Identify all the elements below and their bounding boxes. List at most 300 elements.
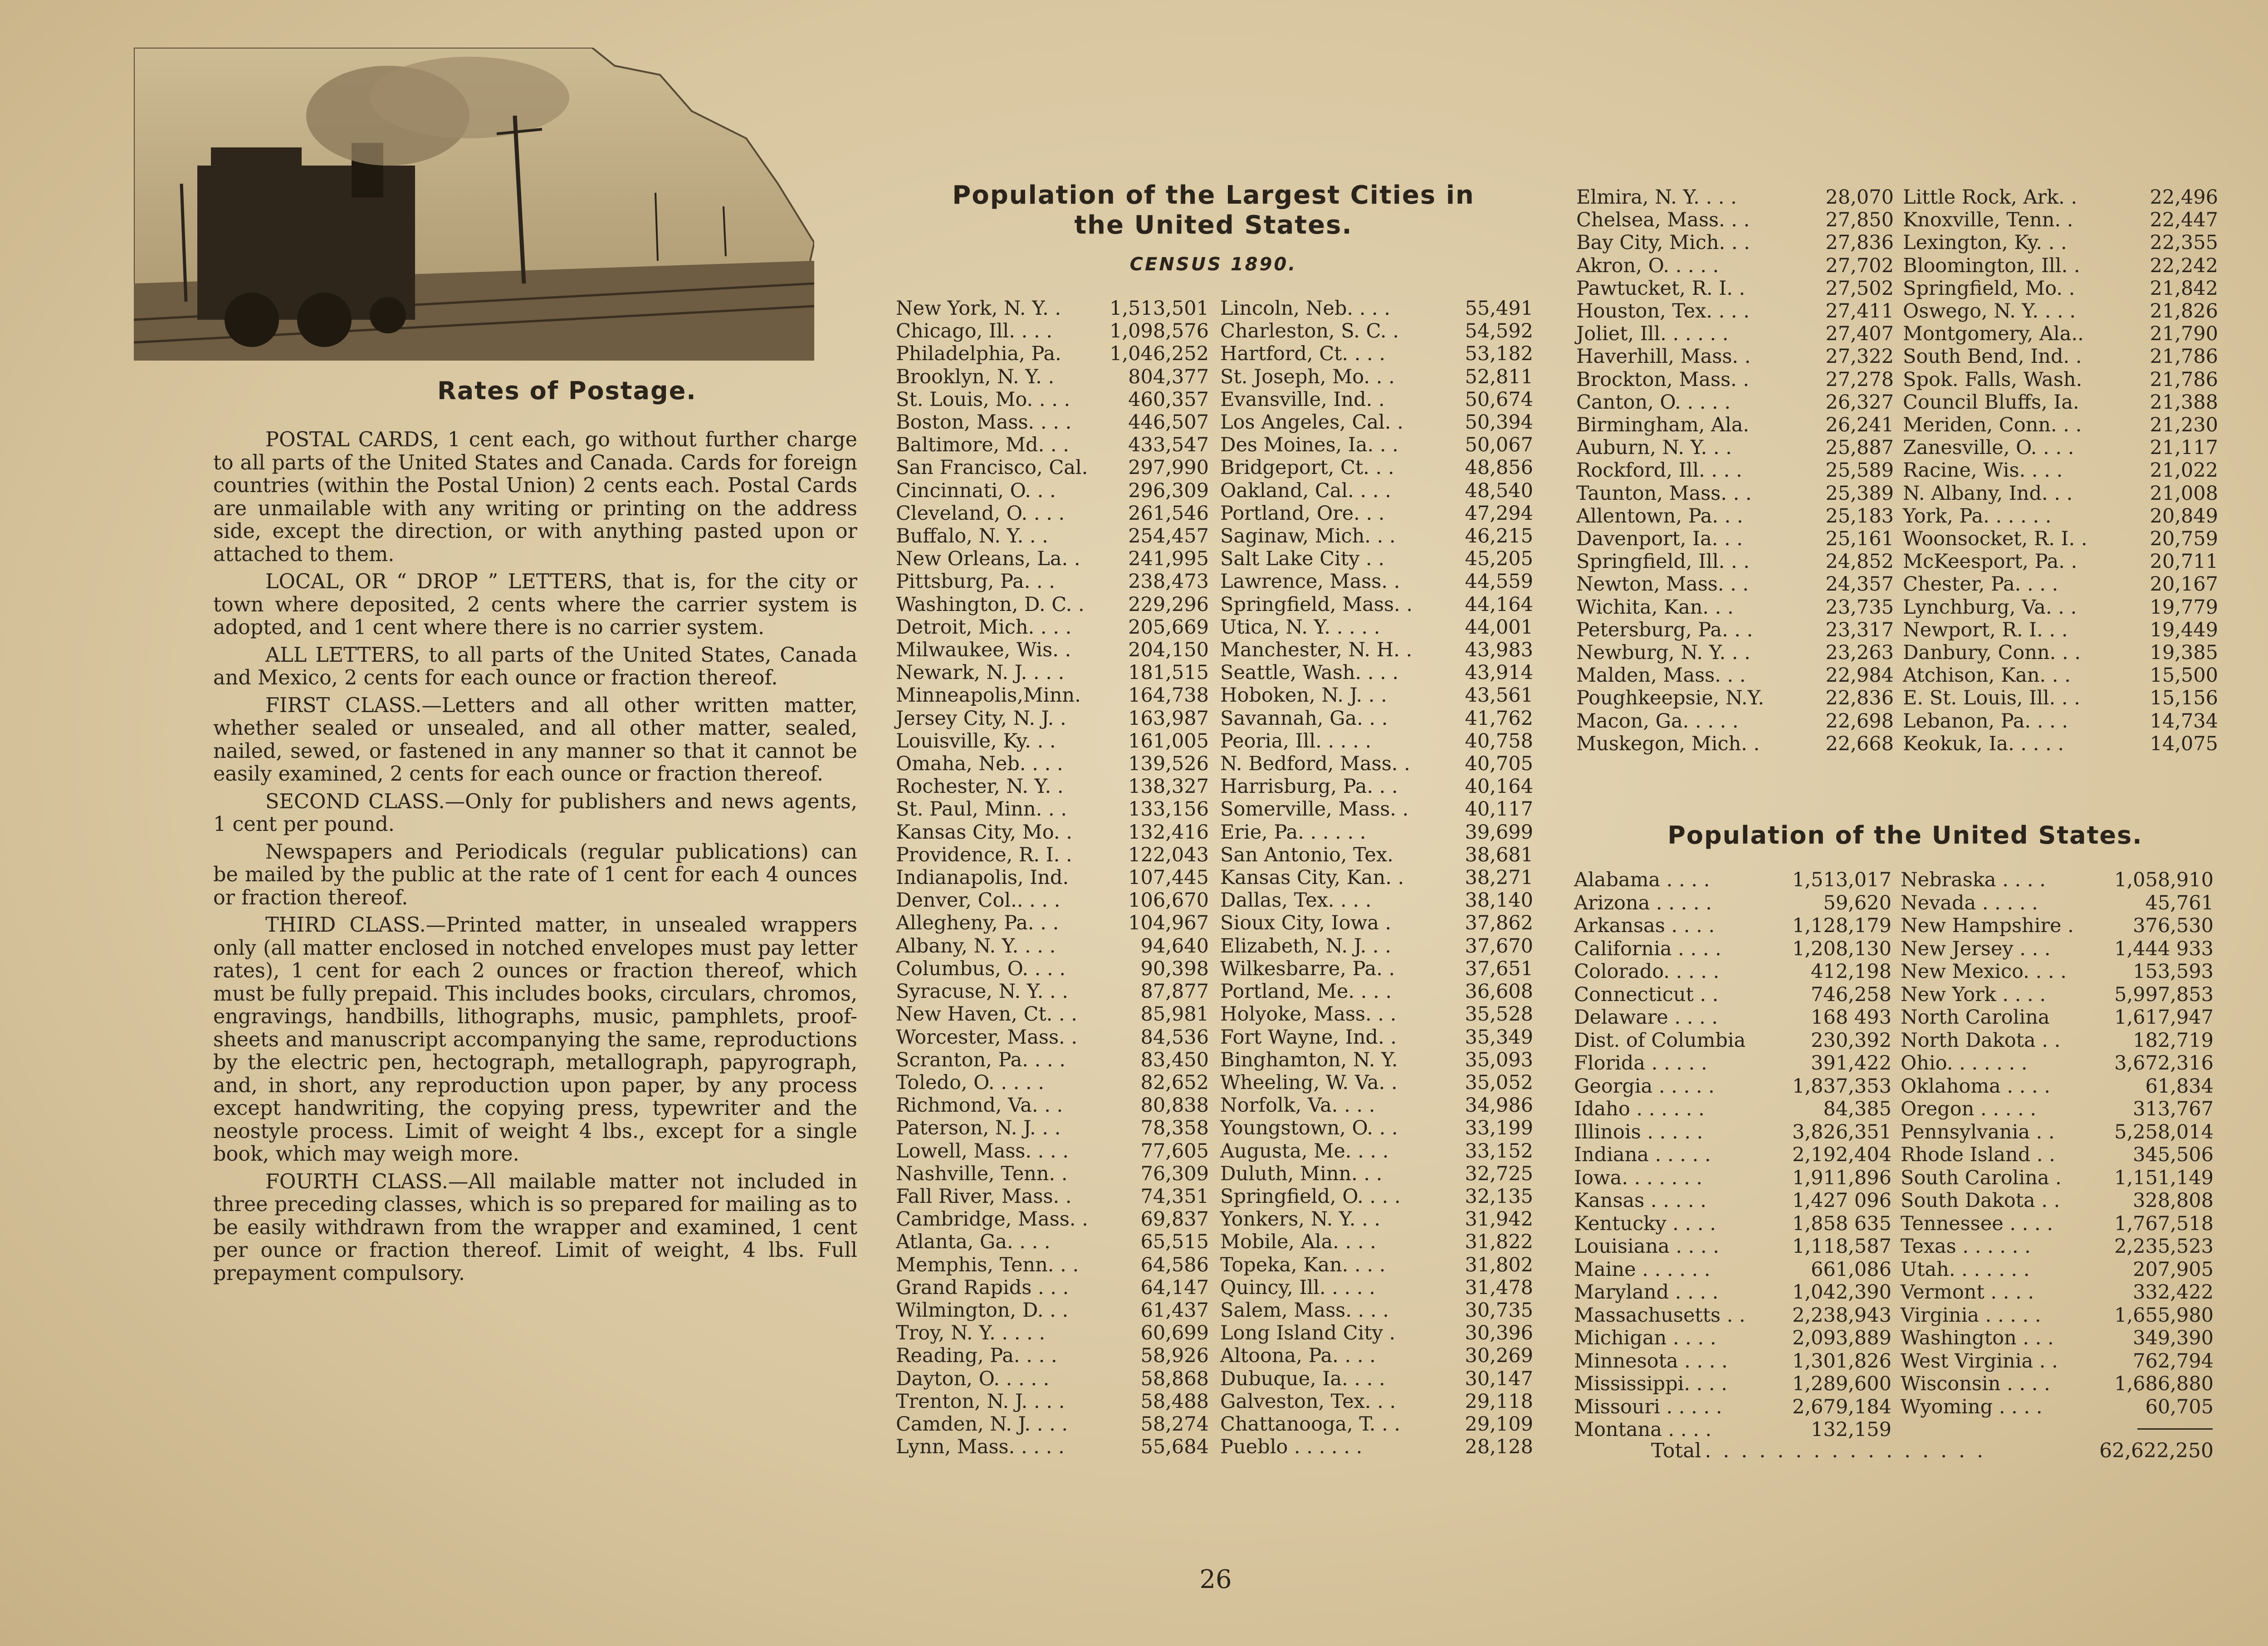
- row-name: Racine, Wis. . . .: [1903, 459, 2063, 482]
- table-row: [896, 1094, 1209, 1117]
- table-row: [1903, 209, 2218, 231]
- row-name: Paterson, N. J. . .: [896, 1117, 1061, 1140]
- table-row: [1220, 1436, 1533, 1458]
- row-name: Nebraska . . . .: [1901, 869, 2046, 891]
- table-row: [1220, 775, 1533, 798]
- row-name: Virginia . . . . .: [1901, 1304, 2041, 1327]
- row-population: 32,135: [1465, 1185, 1533, 1208]
- table-row: [1220, 1368, 1533, 1390]
- row-population: 48,856: [1465, 456, 1533, 479]
- total-value: 62,622,250: [2099, 1439, 2214, 1462]
- row-population: 313,767: [2133, 1098, 2214, 1120]
- row-population: 31,822: [1465, 1231, 1533, 1254]
- row-population: 1,046,252: [1110, 342, 1209, 366]
- row-population: 31,478: [1465, 1276, 1533, 1299]
- row-population: 297,990: [1128, 456, 1209, 479]
- row-name: Texas . . . . . .: [1901, 1235, 2031, 1258]
- row-name: Wisconsin . . . .: [1901, 1372, 2050, 1395]
- table-row: [1576, 482, 1894, 505]
- row-name: St. Paul, Minn. . .: [896, 798, 1067, 821]
- table-row: [1220, 935, 1533, 957]
- census-label: CENSUS 1890.: [1129, 254, 1297, 275]
- table-row: [1220, 1094, 1533, 1117]
- row-name: Florida . . . . .: [1574, 1052, 1707, 1075]
- table-row: [1903, 459, 2218, 482]
- table-row: [896, 1208, 1209, 1231]
- cities-title: [885, 181, 1542, 240]
- row-population: 27,502: [1825, 277, 1894, 300]
- table-row: [896, 593, 1209, 616]
- row-population: 43,561: [1465, 684, 1533, 707]
- table-row: [1901, 1304, 2214, 1327]
- row-population: 1,686,880: [2114, 1372, 2214, 1395]
- table-row: [1903, 733, 2218, 755]
- row-population: 40,117: [1465, 798, 1533, 821]
- row-name: Bridgeport, Ct. . .: [1220, 456, 1394, 479]
- row-population: 22,698: [1825, 709, 1894, 733]
- row-name: New Hampshire .: [1901, 914, 2074, 937]
- row-name: Minnesota . . . .: [1574, 1349, 1728, 1372]
- row-name: New Orleans, La. .: [896, 547, 1080, 571]
- table-row: [1220, 957, 1533, 980]
- row-population: 2,093,889: [1792, 1327, 1892, 1349]
- row-population: 78,358: [1140, 1117, 1209, 1140]
- row-name: Worcester, Mass. .: [896, 1026, 1078, 1049]
- row-population: 80,838: [1140, 1094, 1209, 1117]
- row-population: 164,738: [1128, 684, 1209, 707]
- row-name: Grand Rapids . . .: [896, 1276, 1069, 1299]
- cities-title-line: the United States.: [1074, 210, 1353, 240]
- table-row: [1220, 1071, 1533, 1094]
- row-population: 21,786: [2150, 368, 2218, 391]
- row-population: 1,289,600: [1792, 1372, 1892, 1395]
- table-row: [1574, 1372, 1892, 1396]
- row-population: 345,506: [2133, 1143, 2214, 1166]
- table-row: [1576, 733, 1894, 755]
- table-row: [896, 502, 1209, 525]
- row-name: South Bend, Ind. .: [1903, 345, 2082, 368]
- row-name: Chicago, Ill. . . .: [896, 320, 1052, 343]
- row-population: 1,911,896: [1792, 1166, 1892, 1189]
- row-population: 20,711: [2150, 550, 2218, 573]
- cities-column-2: [1220, 297, 1533, 1458]
- row-name: Springfield, Ill. . .: [1576, 550, 1750, 573]
- total-leader: . . . . . . . . . . . . . . . .: [1705, 1439, 1986, 1462]
- row-name: Connecticut . .: [1574, 983, 1719, 1006]
- table-row: [896, 912, 1209, 934]
- row-population: 52,811: [1465, 365, 1533, 388]
- row-population: 27,702: [1825, 254, 1894, 277]
- row-name: Lexington, Ky. . .: [1903, 231, 2067, 254]
- row-population: 204,150: [1128, 639, 1209, 662]
- table-row: [1576, 505, 1894, 528]
- row-name: Altoona, Pa. . . .: [1220, 1344, 1376, 1368]
- row-population: 376,530: [2133, 914, 2214, 937]
- table-row: [896, 1368, 1209, 1390]
- row-population: 37,862: [1465, 912, 1533, 935]
- row-name: Lincoln, Neb. . . .: [1220, 297, 1391, 320]
- row-name: Cambridge, Mass. .: [896, 1208, 1088, 1231]
- row-name: N. Bedford, Mass. .: [1220, 752, 1410, 776]
- table-row: [896, 366, 1209, 388]
- table-row: [1220, 752, 1533, 775]
- row-population: 32,725: [1465, 1162, 1533, 1185]
- row-population: 28,128: [1465, 1436, 1533, 1459]
- row-name: Council Bluffs, Ia.: [1903, 391, 2079, 414]
- row-name: Rockford, Ill. . . .: [1576, 459, 1742, 482]
- row-population: 90,398: [1140, 957, 1209, 980]
- total-rule: [2137, 1428, 2213, 1430]
- row-name: Minneapolis,Minn.: [896, 684, 1081, 707]
- row-name: Tennessee . . . .: [1901, 1212, 2053, 1235]
- row-name: Muskegon, Mich. .: [1576, 732, 1760, 755]
- train-engraving-icon: [134, 48, 814, 361]
- row-name: Auburn, N. Y. . .: [1576, 436, 1732, 459]
- row-name: Harrisburg, Pa. . .: [1220, 775, 1398, 798]
- row-population: 3,826,351: [1792, 1120, 1892, 1143]
- table-row: [1901, 983, 2214, 1006]
- row-name: Quincy, Ill. . . . .: [1220, 1276, 1375, 1299]
- states-column-2: [1901, 869, 2214, 1418]
- row-population: 82,652: [1140, 1071, 1209, 1094]
- table-row: [896, 297, 1209, 320]
- row-name: E. St. Louis, Ill. . .: [1903, 687, 2080, 710]
- row-name: Birmingham, Ala.: [1576, 414, 1750, 437]
- row-name: Iowa. . . . . . .: [1574, 1166, 1703, 1189]
- table-row: [1576, 231, 1894, 254]
- row-population: 332,422: [2133, 1281, 2214, 1304]
- row-name: Binghamton, N. Y.: [1220, 1048, 1398, 1071]
- table-row: [896, 980, 1209, 1003]
- row-name: Pawtucket, R. I. .: [1576, 277, 1745, 300]
- table-row: [1220, 707, 1533, 730]
- table-row: [1220, 1140, 1533, 1162]
- row-name: Nashville, Tenn. .: [896, 1162, 1068, 1185]
- postage-paragraph: Newspapers and Periodicals (regular publications) can be mailed by the public at the rate of 1 cent for each 4 ounces or fraction thereof.: [213, 840, 857, 909]
- row-population: 34,986: [1465, 1094, 1533, 1117]
- table-row: [896, 1026, 1209, 1049]
- table-row: [1576, 596, 1894, 619]
- row-population: 20,167: [2150, 573, 2218, 596]
- row-name: Youngstown, O. . .: [1220, 1117, 1398, 1140]
- table-row: [1220, 1117, 1533, 1139]
- row-name: Mobile, Ala. . . .: [1220, 1231, 1376, 1254]
- row-name: Allentown, Pa. . .: [1576, 504, 1743, 528]
- table-row: [896, 775, 1209, 798]
- table-row: [896, 388, 1209, 411]
- row-name: Evansville, Ind. .: [1220, 388, 1385, 411]
- table-row: [1576, 254, 1894, 277]
- row-population: 69,837: [1140, 1208, 1209, 1231]
- postage-paragraph: SECOND CLASS.—Only for publishers and news agents, 1 cent per pound.: [213, 790, 857, 836]
- row-name: Elmira, N. Y. . . .: [1576, 186, 1737, 209]
- table-row: [1574, 1167, 1892, 1190]
- row-name: Memphis, Tenn. . .: [896, 1253, 1079, 1276]
- row-name: Woonsocket, R. I. .: [1903, 528, 2087, 551]
- row-population: 1,208,130: [1792, 937, 1892, 960]
- row-name: Salem, Mass. . . .: [1220, 1299, 1389, 1322]
- table-row: [1220, 1299, 1533, 1322]
- table-row: [1903, 528, 2218, 550]
- row-name: Augusta, Me. . . .: [1220, 1139, 1389, 1162]
- row-name: Springfield, Mass. .: [1220, 593, 1413, 616]
- row-name: Bay City, Mich. . .: [1576, 231, 1750, 254]
- table-row: [1903, 277, 2218, 300]
- row-name: Salt Lake City . .: [1220, 547, 1385, 571]
- row-name: Lynn, Mass. . . . .: [896, 1436, 1065, 1459]
- row-name: Columbus, O. . . .: [896, 957, 1066, 980]
- row-name: Kentucky . . . .: [1574, 1212, 1716, 1235]
- table-row: [1220, 434, 1533, 456]
- row-name: Michigan . . . .: [1574, 1327, 1716, 1349]
- row-population: 1,058,910: [2114, 869, 2214, 891]
- row-name: Dist. of Columbia: [1574, 1029, 1746, 1052]
- row-population: 1,118,587: [1792, 1235, 1892, 1258]
- row-name: Portland, Ore. . .: [1220, 502, 1385, 525]
- row-population: 1,655,980: [2114, 1304, 2214, 1327]
- table-row: [1901, 1258, 2214, 1281]
- table-row: [1220, 639, 1533, 661]
- row-name: Omaha, Neb. . . .: [896, 752, 1063, 776]
- row-name: Washington . . .: [1901, 1327, 2054, 1349]
- row-population: 181,515: [1128, 661, 1209, 684]
- row-population: 122,043: [1128, 843, 1209, 866]
- row-name: Maryland . . . .: [1574, 1281, 1719, 1304]
- table-row: [1574, 1029, 1892, 1052]
- row-population: 15,156: [2150, 687, 2218, 710]
- table-row: [1574, 1281, 1892, 1304]
- table-row: [896, 957, 1209, 980]
- table-row: [1220, 342, 1533, 365]
- table-row: [1574, 1350, 1892, 1373]
- row-population: 35,052: [1465, 1071, 1533, 1094]
- row-name: Cleveland, O. . . .: [896, 502, 1065, 525]
- row-name: Newark, N. J. . . .: [896, 661, 1065, 684]
- row-population: 163,987: [1128, 707, 1209, 730]
- row-name: York, Pa. . . . . .: [1903, 504, 2052, 528]
- table-row: [1901, 1029, 2214, 1052]
- table-row: [1903, 414, 2218, 436]
- row-population: 35,093: [1465, 1048, 1533, 1071]
- table-row: [1220, 1231, 1533, 1253]
- table-row: [1576, 368, 1894, 391]
- table-row: [896, 1162, 1209, 1185]
- row-name: Wheeling, W. Va. .: [1220, 1071, 1398, 1094]
- row-population: 20,849: [2150, 504, 2218, 528]
- table-row: [1220, 616, 1533, 639]
- cities-column-3: [1576, 186, 1894, 755]
- table-row: [1903, 573, 2218, 596]
- row-population: 58,926: [1140, 1344, 1209, 1368]
- row-name: Keokuk, Ia. . . . .: [1903, 732, 2064, 755]
- row-population: 30,735: [1465, 1299, 1533, 1322]
- row-name: Meriden, Conn. . .: [1903, 414, 2082, 437]
- row-name: Macon, Ga. . . . .: [1576, 709, 1739, 733]
- table-row: [1901, 1006, 2214, 1029]
- row-name: Davenport, Ia. . .: [1576, 528, 1743, 551]
- row-population: 26,327: [1825, 391, 1894, 414]
- table-row: [1903, 254, 2218, 277]
- row-name: Rhode Island . .: [1901, 1143, 2055, 1166]
- table-row: [896, 730, 1209, 752]
- postage-paragraph: LOCAL, OR “ DROP ” LETTERS, that is, for the city or town where deposited, 2 cents where the carrier system is adopted, and 1 cent where there is no carrier system.: [213, 570, 857, 639]
- row-name: Kansas City, Mo. .: [896, 821, 1072, 844]
- row-name: Knoxville, Tenn. .: [1903, 209, 2073, 232]
- row-population: 55,491: [1465, 297, 1533, 320]
- row-name: Yonkers, N. Y. . .: [1220, 1208, 1381, 1231]
- row-name: Illinois . . . . .: [1574, 1120, 1703, 1143]
- row-name: Newport, R. I. . .: [1903, 618, 2068, 641]
- row-population: 27,411: [1825, 300, 1894, 323]
- row-population: 1,042,390: [1792, 1281, 1892, 1304]
- table-row: [1220, 366, 1533, 388]
- row-population: 3,672,316: [2114, 1052, 2214, 1075]
- row-name: South Carolina .: [1901, 1166, 2062, 1189]
- row-name: Taunton, Mass. . .: [1576, 482, 1752, 505]
- row-name: Spok. Falls, Wash.: [1903, 368, 2082, 391]
- row-population: 38,271: [1465, 866, 1533, 889]
- row-population: 53,182: [1465, 342, 1533, 366]
- row-population: 45,205: [1465, 547, 1533, 571]
- row-name: Kansas . . . . .: [1574, 1189, 1706, 1212]
- row-population: 296,309: [1128, 479, 1209, 502]
- row-population: 31,942: [1465, 1208, 1533, 1231]
- table-row: [1576, 345, 1894, 368]
- row-population: 31,802: [1465, 1253, 1533, 1276]
- row-name: Utica, N. Y. . . . .: [1220, 615, 1380, 639]
- row-population: 229,296: [1128, 593, 1209, 616]
- row-population: 87,877: [1140, 980, 1209, 1003]
- table-row: [1901, 1235, 2214, 1258]
- table-row: [1901, 1167, 2214, 1190]
- total-label: Total: [1651, 1439, 1701, 1462]
- table-row: [896, 525, 1209, 547]
- table-row: [1901, 1075, 2214, 1098]
- row-name: McKeesport, Pa. .: [1903, 550, 2077, 573]
- row-name: Wichita, Kan. . .: [1576, 596, 1734, 619]
- row-population: 19,779: [2150, 596, 2218, 619]
- table-row: [1576, 528, 1894, 550]
- row-name: St. Louis, Mo. . . .: [896, 388, 1070, 411]
- row-name: Topeka, Kan. . . .: [1220, 1253, 1386, 1276]
- row-name: Ohio. . . . . . .: [1901, 1052, 2028, 1075]
- row-population: 40,705: [1465, 752, 1533, 776]
- table-row: [1574, 1189, 1892, 1212]
- table-row: [1220, 479, 1533, 502]
- table-row: [1903, 436, 2218, 459]
- row-name: Allegheny, Pa. . .: [896, 912, 1059, 935]
- row-name: New York, N. Y. .: [896, 297, 1061, 320]
- row-name: North Dakota . .: [1901, 1029, 2061, 1052]
- row-population: 349,390: [2133, 1327, 2214, 1349]
- row-population: 804,377: [1128, 365, 1209, 388]
- row-name: South Dakota . .: [1901, 1189, 2060, 1212]
- row-population: 107,445: [1128, 866, 1209, 889]
- row-population: 21,117: [2150, 436, 2218, 459]
- row-name: Troy, N. Y. . . . .: [896, 1322, 1046, 1345]
- row-population: 43,983: [1465, 639, 1533, 662]
- table-row: [1576, 277, 1894, 300]
- row-name: Fort Wayne, Ind. .: [1220, 1026, 1397, 1049]
- table-row: [1574, 1212, 1892, 1236]
- row-name: Elizabeth, N. J. . .: [1220, 934, 1391, 957]
- row-population: 38,140: [1465, 889, 1533, 912]
- table-row: [1220, 525, 1533, 547]
- row-name: Chester, Pa. . . .: [1903, 573, 2058, 596]
- table-row: [1574, 1006, 1892, 1029]
- table-row: [1903, 664, 2218, 687]
- row-name: Nevada . . . . .: [1901, 891, 2038, 914]
- row-population: 19,449: [2150, 618, 2218, 641]
- row-population: 33,152: [1465, 1139, 1533, 1162]
- table-row: [1220, 388, 1533, 411]
- row-name: Wilkesbarre, Pa. .: [1220, 957, 1395, 980]
- row-name: Oswego, N. Y. . . .: [1903, 300, 2076, 323]
- row-name: Massachusetts . .: [1574, 1304, 1745, 1327]
- row-name: Canton, O. . . . .: [1576, 391, 1731, 414]
- row-population: 39,699: [1465, 821, 1533, 844]
- row-population: 38,681: [1465, 843, 1533, 866]
- table-row: [896, 1185, 1209, 1208]
- row-name: Boston, Mass. . . .: [896, 411, 1072, 434]
- postage-paragraph: THIRD CLASS.—Printed matter, in unsealed wrappers only (all matter enclosed in notched envelopes must pay letter rates), 1 cent for each 2 ounces or fraction thereof, which must be fully prepaid. This includes books, circulars, chromos, engravings, handbills, lithographs, music, pamphlets, proof-sheets and manuscript accompanying the same, reproductions by the electric pen, hectograph, metallograph, papyrograph, and, in short, any reproduction upon paper, by any process except handwriting, the copying press, typewriter and the neostyle process. Limit of weight 4 lbs., except for a single book, which may weigh more.: [213, 913, 857, 1166]
- table-row: [1220, 320, 1533, 342]
- row-population: 104,967: [1128, 912, 1209, 935]
- row-population: 64,147: [1140, 1276, 1209, 1299]
- row-name: West Virginia . .: [1901, 1349, 2058, 1372]
- row-population: 74,351: [1140, 1185, 1209, 1208]
- row-population: 2,238,943: [1792, 1304, 1892, 1327]
- row-name: Delaware . . . .: [1574, 1006, 1718, 1029]
- table-row: [896, 616, 1209, 639]
- row-population: 94,640: [1140, 934, 1209, 957]
- table-row: [1220, 821, 1533, 844]
- table-row: [896, 547, 1209, 570]
- row-population: 132,159: [1811, 1418, 1892, 1441]
- row-name: Arkansas . . . .: [1574, 914, 1715, 937]
- row-name: Wyoming . . . .: [1901, 1395, 2043, 1418]
- row-population: 27,278: [1825, 368, 1894, 391]
- table-row: [1576, 664, 1894, 687]
- row-name: Indiana . . . . .: [1574, 1143, 1711, 1166]
- table-row: [896, 434, 1209, 456]
- row-name: Poughkeepsie, N.Y.: [1576, 687, 1765, 710]
- row-population: 61,834: [2145, 1075, 2214, 1098]
- row-name: Manchester, N. H. .: [1220, 639, 1413, 662]
- row-population: 23,263: [1825, 641, 1894, 664]
- row-population: 241,995: [1128, 547, 1209, 571]
- row-name: Savannah, Ga. . .: [1220, 707, 1388, 730]
- row-name: Scranton, Pa. . . .: [896, 1048, 1066, 1071]
- row-name: Brooklyn, N. Y. .: [896, 365, 1055, 388]
- row-population: 254,457: [1128, 525, 1209, 548]
- table-row: [1220, 297, 1533, 320]
- row-population: 446,507: [1128, 411, 1209, 434]
- row-population: 24,357: [1825, 573, 1894, 596]
- row-population: 60,705: [2145, 1395, 2214, 1418]
- table-row: [1576, 436, 1894, 459]
- table-row: [896, 684, 1209, 707]
- table-row: [1576, 710, 1894, 733]
- table-row: [1901, 1212, 2214, 1236]
- row-population: 15,500: [2150, 664, 2218, 687]
- row-population: 133,156: [1128, 798, 1209, 821]
- row-name: Jersey City, N. J. .: [896, 707, 1066, 730]
- table-row: [1576, 322, 1894, 345]
- table-row: [896, 570, 1209, 593]
- table-row: [896, 456, 1209, 479]
- table-row: [896, 1117, 1209, 1139]
